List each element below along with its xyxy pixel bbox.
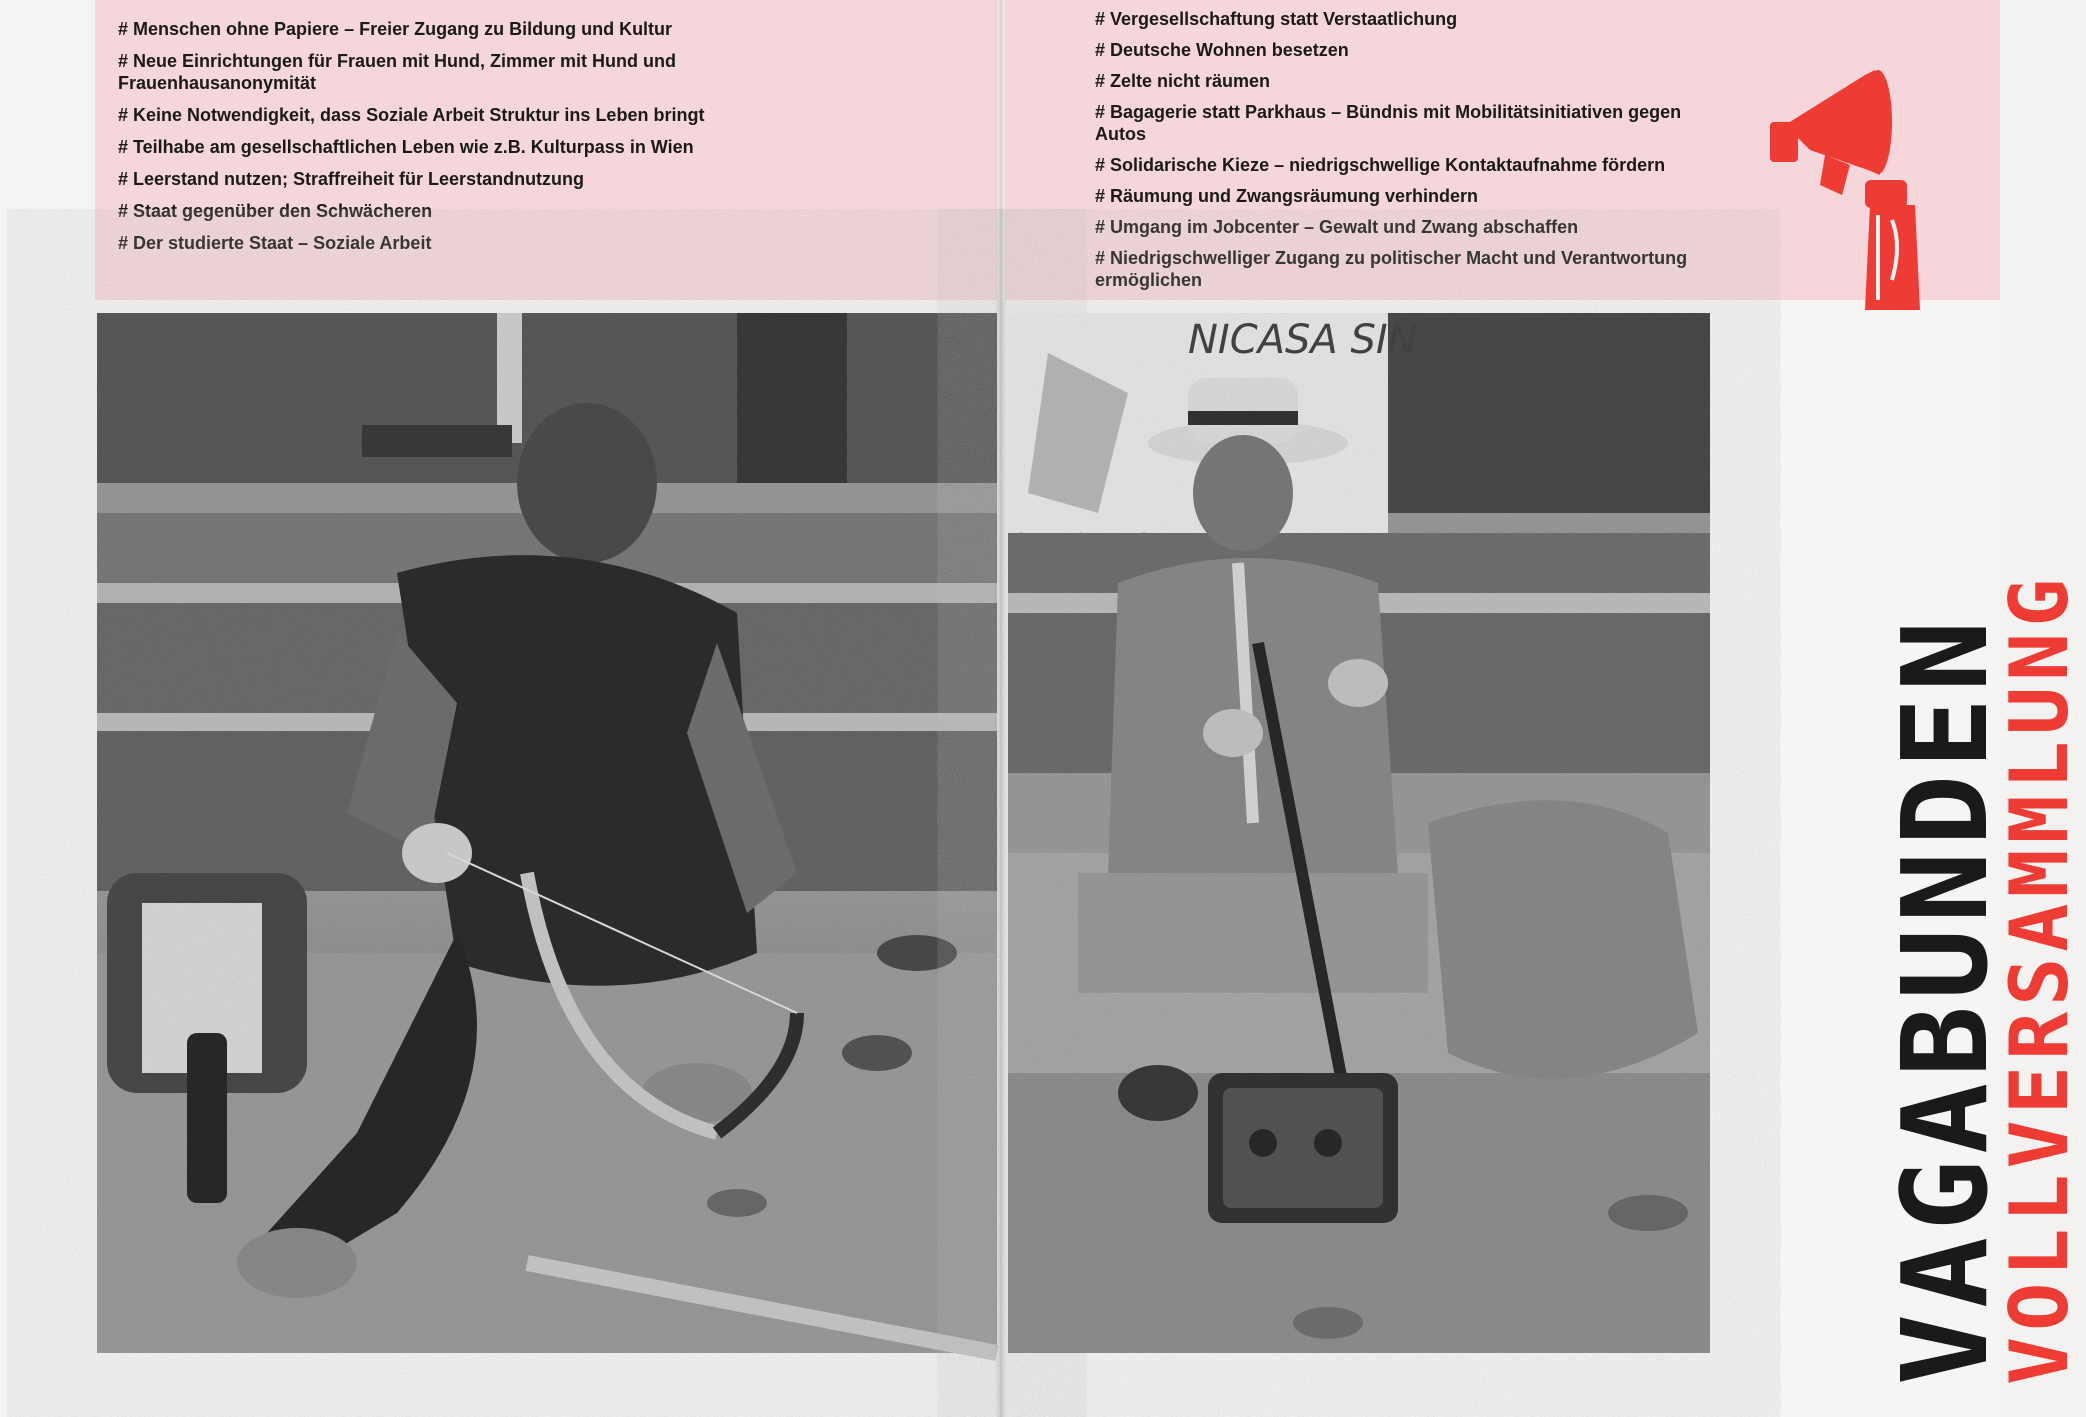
demand-item: # Bagagerie statt Parkhaus – Bündnis mit Mobilitätsinitiativen gegen Autos [1095,102,1682,144]
demand-item: # Neue Einrichtungen für Frauen mit Hund, Zimmer mit Hund und Frauenhausanonymität [118,51,677,93]
demand-item: # Staat gegenüber den Schwächeren [118,201,433,221]
demand-item: # Leerstand nutzen; Straffreiheit für Leerstandnutzung [118,169,585,189]
megaphone-icon [1770,30,1970,310]
photo-right [1008,313,1710,1353]
demand-item: # Deutsche Wohnen besetzen [1095,40,1349,60]
demand-item: # Umgang im Jobcenter – Gewalt und Zwang abschaffen [1095,217,1579,237]
demand-item: # Vergesellschaftung statt Verstaatlichung [1095,9,1458,29]
demands-list-left [118,18,758,264]
title-sub: VOLLVERSAMMLUNG [1993,572,2086,1385]
page-fold [995,0,1007,1417]
photo-musician-radio [1008,313,1710,1353]
demand-item: # Solidarische Kieze – niedrigschwellige Kontaktaufnahme fördern [1095,155,1666,175]
demand-item: # Niedrigschwelliger Zugang zu politischer Macht und Verantwortung ermöglichen [1095,248,1688,290]
demand-item: # Der studierte Staat – Soziale Arbeit [118,233,432,253]
demand-item: # Menschen ohne Papiere – Freier Zugang zu Bildung und Kultur [118,19,673,39]
photo-musician-bow [97,313,997,1353]
photo-left [97,313,997,1353]
demands-list-right [1095,8,1695,300]
demand-item: # Teilhabe am gesellschaftlichen Leben wie z.B. Kulturpass in Wien [118,137,694,157]
demand-item: # Räumung und Zwangsräumung verhindern [1095,186,1479,206]
vertical-title [1876,572,2086,1385]
title-main: VAGABUNDEN [1876,614,2014,1385]
demand-item: # Zelte nicht räumen [1095,71,1271,91]
banner-text: NICASA SIN [1188,317,1418,363]
demand-item: # Keine Notwendigkeit, dass Soziale Arbeit Struktur ins Leben bringt [118,105,705,125]
